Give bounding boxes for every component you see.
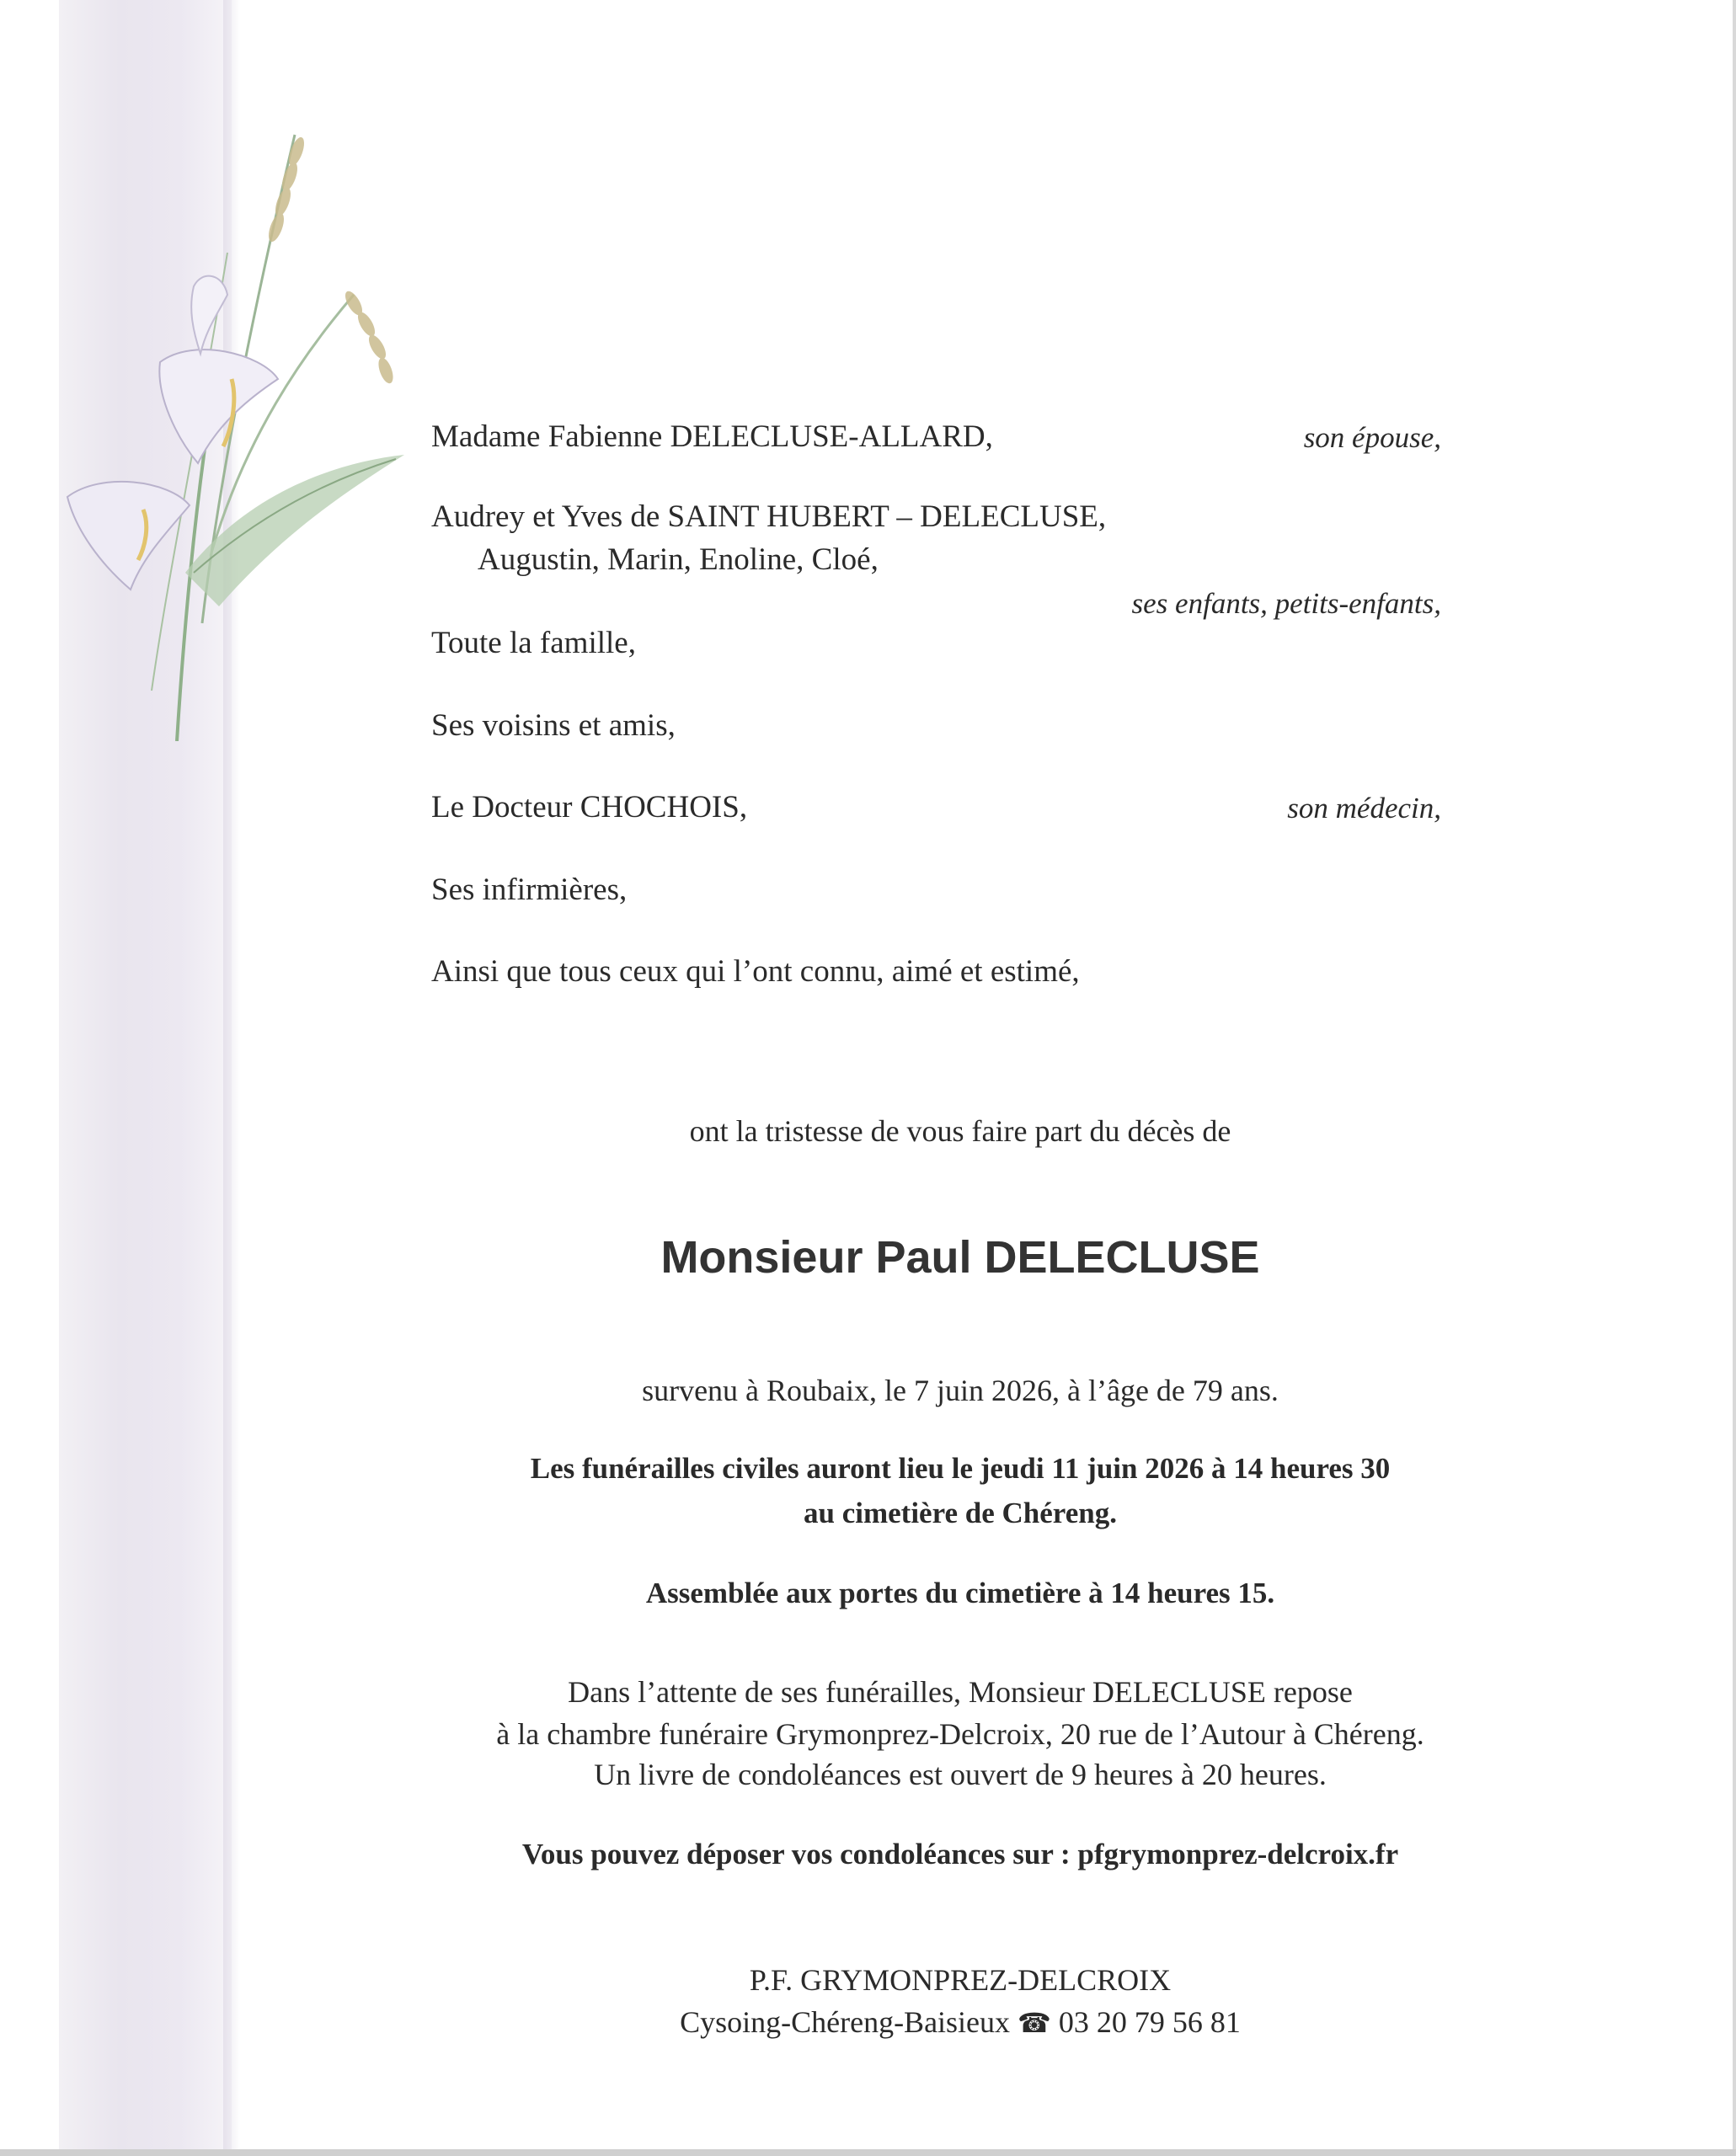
- spouse-line: Madame Fabienne DELECLUSE-ALLARD,: [431, 419, 993, 454]
- assembly-line: Assemblée aux portes du cimetière à 14 heures 15.: [645, 1577, 1275, 1609]
- family-line: Toute la famille,: [431, 626, 636, 660]
- rest-line-3: Un livre de condoléances est ouvert de 9 heures à 20 heures.: [594, 1758, 1327, 1791]
- calla-lily-illustration: [51, 101, 404, 741]
- funeral-line-1: Les funérailles civiles auront lieu le jeudi 11 juin 2026 à 14 heures 30: [530, 1452, 1391, 1485]
- doctor-line: Le Docteur CHOCHOIS,: [431, 790, 748, 825]
- children-role: ses enfants, petits-enfants,: [1131, 587, 1441, 620]
- page-edge-right: [1733, 0, 1736, 2156]
- rest-line-2: à la chambre funéraire Grymonprez-Delcroix, 20 rue de l’Autour à Chéreng.: [496, 1717, 1424, 1751]
- condolences-line: Vous pouvez déposer vos condoléances sur : pfgrymonprez-delcroix.fr: [521, 1838, 1399, 1870]
- rest-line-1: Dans l’attente de ses funérailles, Monsieur DELECLUSE repose: [568, 1675, 1353, 1709]
- telephone-icon: ☎: [1018, 2008, 1051, 2038]
- neighbours-line: Ses voisins et amis,: [431, 708, 676, 743]
- deceased-name: Monsieur Paul DELECLUSE: [660, 1232, 1260, 1283]
- contact-line: [404, 2004, 1516, 2040]
- nurses-line: Ses infirmières,: [431, 873, 628, 907]
- company-name: P.F. GRYMONPREZ-DELCROIX: [749, 1963, 1172, 1997]
- all-line: Ainsi que tous ceux qui l’ont connu, aimé et estimé,: [431, 954, 1080, 989]
- page-edge-bottom: [0, 2149, 1736, 2156]
- grandchildren-line: Augustin, Marin, Enoline, Cloé,: [478, 542, 879, 577]
- death-line: survenu à Roubaix, le 7 juin 2026, à l’âge de 79 ans.: [642, 1374, 1279, 1407]
- company-phone: 03 20 79 56 81: [1058, 2005, 1241, 2039]
- intro-line: ont la tristesse de vous faire part du décès de: [689, 1114, 1231, 1148]
- doctor-role: son médecin,: [1287, 792, 1441, 825]
- company-location: Cysoing-Chéreng-Baisieux: [680, 2005, 1011, 2039]
- children-line: Audrey et Yves de SAINT HUBERT – DELECLUSE,: [431, 499, 1107, 534]
- funeral-line-2: au cimetière de Chéreng.: [804, 1497, 1117, 1529]
- spouse-role: son épouse,: [1303, 421, 1441, 454]
